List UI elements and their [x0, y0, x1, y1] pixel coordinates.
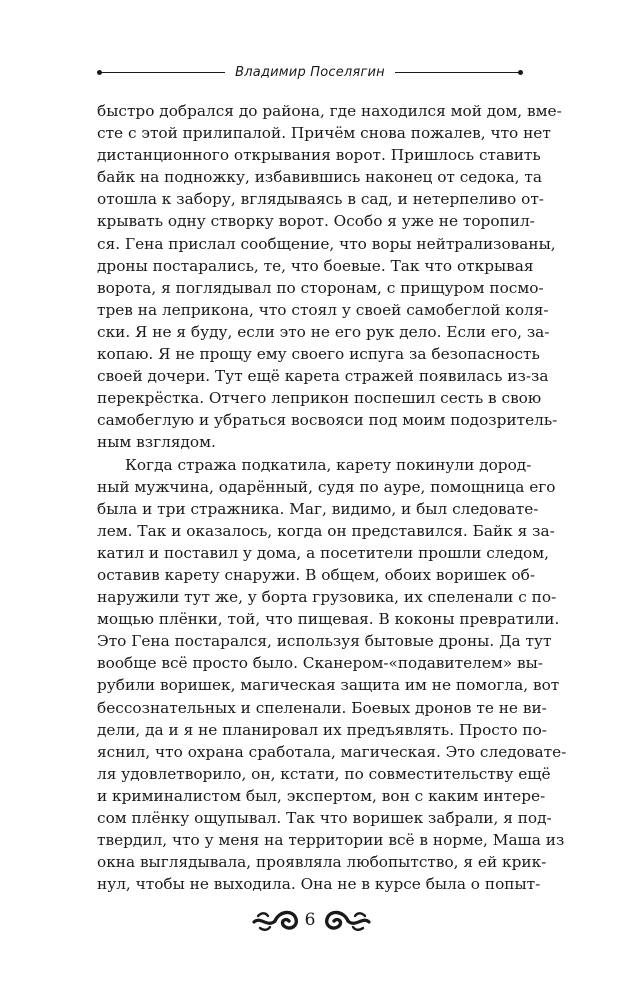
page-footer	[0, 903, 619, 937]
left-flourish-icon	[252, 907, 300, 933]
body-text	[97, 100, 567, 895]
text-line: своей дочери. Тут ещё карета стражей появилась из-за	[97, 367, 549, 386]
text-line: дели, да и я не планировал их предъявлять. Просто по-	[97, 720, 547, 739]
text-line: ски. Я не я буду, если это не его рук дело. Если его, за-	[97, 322, 550, 341]
right-flourish-icon	[323, 907, 371, 933]
text-line: ворота, я поглядывал по сторонам, с прищуром посмо-	[97, 278, 544, 297]
text-line: сом плёнку ощупывал. Так что воришек забрали, я под-	[97, 809, 552, 827]
text-line: окна выглядывала, проявляла любопытство, я ей крик-	[97, 853, 547, 872]
text-line: дистанционного открывания ворот. Пришлось ставить	[97, 146, 541, 165]
header-dot-right	[518, 70, 523, 75]
text-line: Когда стража подкатила, карету покинули дород-	[125, 455, 532, 474]
text-line: лем. Так и оказалось, когда он представился. Байк я за-	[97, 521, 555, 540]
text-line: была и три стражника. Маг, видимо, и был следовате-	[97, 499, 539, 518]
text-line: байк на подножку, избавившись наконец от седока, та	[97, 168, 542, 187]
text-line: быстро добрался до района, где находился мой дом, вме-	[97, 102, 562, 120]
text-line: оставив карету снаружи. В общем, обоих воришек об-	[97, 565, 535, 584]
text-line: ный мужчина, одарённый, судя по ауре, помощница его	[97, 477, 556, 496]
running-head-author: Владимир Поселягин	[235, 65, 385, 80]
text-line: ля удовлетворило, он, кстати, по совместительству ещё	[97, 764, 551, 783]
text-line: ным взглядом.	[97, 433, 216, 452]
text-line: сте с этой прилипалой. Причём снова пожалев, что нет	[97, 124, 551, 143]
text-line: наружили тут же, у борта грузовика, их спеленали с по-	[97, 588, 557, 607]
text-line: перекрёстка. Отчего леприкон поспешил сесть в свою	[97, 389, 542, 408]
text-line: трев на леприкона, что стоял у своей самобеглой коля-	[97, 300, 549, 319]
text-line: твердил, что у меня на территории всё в норме, Маша из	[97, 831, 565, 850]
text-line: Это Гена постарался, используя бытовые дроны. Да тут	[97, 632, 552, 651]
text-line: рубили воришек, магическая защита им не помогла, вот	[97, 676, 560, 695]
text-line: ся. Гена прислал сообщение, что воры нейтрализованы,	[97, 234, 556, 253]
text-line: катил и поставил у дома, а посетители прошли следом,	[97, 543, 550, 562]
text-line: дроны постарались, те, что боевые. Так что открывая	[97, 256, 534, 275]
page-number: 6	[304, 910, 316, 930]
text-line: нул, чтобы не выходила. Она не в курсе была о попыт-	[97, 875, 541, 894]
text-line: мощью плёнки, той, что пищевая. В коконы превратили.	[97, 610, 560, 629]
text-line: самобеглую и убраться восвояси под моим подозритель-	[97, 411, 558, 430]
text-line: отошла к забору, вглядываясь в сад, и нетерпеливо от-	[97, 190, 544, 209]
text-line: вообще всё просто было. Сканером-«подавителем» вы-	[97, 654, 543, 673]
text-line: бессознательных и спеленали. Боевых дронов те не ви-	[97, 698, 547, 717]
text-line: яснил, что охрана сработала, магическая. Это следовате-	[97, 742, 567, 761]
text-line: и криминалистом был, экспертом, вон с каким интере-	[97, 786, 546, 805]
page-header	[97, 63, 523, 83]
text-line: копаю. Я не прощу ему своего испуга за безопасность	[97, 345, 540, 364]
header-rule-right	[395, 72, 519, 73]
text-line: крывать одну створку ворот. Особо я уже не торопил-	[97, 212, 535, 231]
